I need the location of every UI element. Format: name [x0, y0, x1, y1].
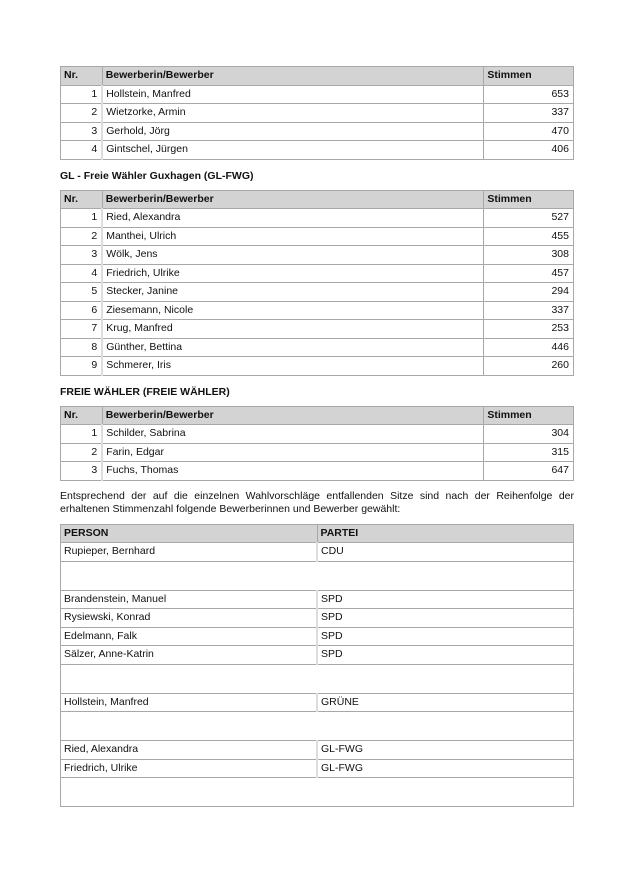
table-row — [61, 246, 574, 265]
cell-party: CDU — [317, 543, 574, 562]
cell-votes: 253 — [484, 320, 574, 339]
cell-votes: 294 — [484, 283, 574, 302]
cell-party: GL-FWG — [317, 741, 574, 760]
table-row — [61, 693, 574, 712]
cell-candidate-name: Wölk, Jens — [102, 246, 484, 265]
table-row — [61, 646, 574, 665]
cell-candidate-name: Hollstein, Manfred — [102, 85, 484, 104]
header-nr: Nr. — [61, 406, 103, 425]
candidate-table-1 — [60, 66, 574, 160]
header-party: PARTEI — [317, 524, 574, 543]
cell-candidate-name: Ziesemann, Nicole — [102, 301, 484, 320]
table-row — [61, 264, 574, 283]
cell-votes: 308 — [484, 246, 574, 265]
cell-party: GL-FWG — [317, 759, 574, 778]
cell-person: Friedrich, Ulrike — [61, 759, 318, 778]
table-header-row — [61, 406, 574, 425]
cell-party: SPD — [317, 627, 574, 646]
table-row — [61, 357, 574, 376]
header-name: Bewerberin/Bewerber — [102, 67, 484, 86]
table-row-spacer — [61, 778, 574, 807]
header-votes: Stimmen — [484, 190, 574, 209]
table-row — [61, 227, 574, 246]
cell-votes: 470 — [484, 122, 574, 141]
cell-person: Rysiewski, Konrad — [61, 609, 318, 628]
cell-nr: 4 — [61, 264, 103, 283]
cell-candidate-name: Schmerer, Iris — [102, 357, 484, 376]
cell-votes: 337 — [484, 301, 574, 320]
cell-candidate-name: Schilder, Sabrina — [102, 425, 484, 444]
header-votes: Stimmen — [484, 67, 574, 86]
table-header-row — [61, 67, 574, 86]
empty-cell — [61, 778, 574, 807]
cell-votes: 455 — [484, 227, 574, 246]
table-row — [61, 122, 574, 141]
cell-nr: 7 — [61, 320, 103, 339]
table-row — [61, 85, 574, 104]
cell-nr: 9 — [61, 357, 103, 376]
table-header-row — [61, 524, 574, 543]
cell-candidate-name: Krug, Manfred — [102, 320, 484, 339]
candidate-table-freie-waehler — [60, 406, 574, 481]
cell-nr: 1 — [61, 209, 103, 228]
table-row — [61, 590, 574, 609]
elected-table — [60, 524, 574, 808]
table-row — [61, 425, 574, 444]
candidate-table-gl-fwg — [60, 190, 574, 376]
cell-votes: 647 — [484, 462, 574, 481]
cell-person: Brandenstein, Manuel — [61, 590, 318, 609]
cell-candidate-name: Gerhold, Jörg — [102, 122, 484, 141]
cell-party: SPD — [317, 609, 574, 628]
header-person: PERSON — [61, 524, 318, 543]
table-row-spacer — [61, 664, 574, 693]
table-row — [61, 543, 574, 562]
cell-nr: 3 — [61, 462, 103, 481]
table-row — [61, 443, 574, 462]
table-row-spacer — [61, 712, 574, 741]
cell-votes: 315 — [484, 443, 574, 462]
cell-candidate-name: Ried, Alexandra — [102, 209, 484, 228]
cell-votes: 457 — [484, 264, 574, 283]
cell-nr: 1 — [61, 85, 103, 104]
table-row — [61, 741, 574, 760]
elected-paragraph: Entsprechend der auf die einzelnen Wahlvorschläge entfallenden Sitze sind nach der Reihenfolge der erhaltenen Stimmenzahl folgende Bewerberinnen und Bewerber gewählt: — [60, 489, 574, 515]
cell-votes: 653 — [484, 85, 574, 104]
table-row — [61, 627, 574, 646]
empty-cell — [61, 561, 574, 590]
cell-candidate-name: Stecker, Janine — [102, 283, 484, 302]
empty-cell — [61, 664, 574, 693]
cell-candidate-name: Fuchs, Thomas — [102, 462, 484, 481]
cell-party: SPD — [317, 590, 574, 609]
cell-nr: 8 — [61, 338, 103, 357]
cell-votes: 337 — [484, 104, 574, 123]
cell-nr: 2 — [61, 443, 103, 462]
empty-cell — [61, 712, 574, 741]
cell-votes: 406 — [484, 141, 574, 160]
cell-candidate-name: Wietzorke, Armin — [102, 104, 484, 123]
table-row — [61, 320, 574, 339]
cell-candidate-name: Farin, Edgar — [102, 443, 484, 462]
table-row — [61, 209, 574, 228]
table-row — [61, 462, 574, 481]
cell-votes: 446 — [484, 338, 574, 357]
cell-nr: 2 — [61, 104, 103, 123]
cell-person: Ried, Alexandra — [61, 741, 318, 760]
section-title-freie-waehler: FREIE WÄHLER (FREIE WÄHLER) — [60, 385, 230, 398]
cell-person: Edelmann, Falk — [61, 627, 318, 646]
cell-candidate-name: Günther, Bettina — [102, 338, 484, 357]
cell-nr: 3 — [61, 246, 103, 265]
cell-party: GRÜNE — [317, 693, 574, 712]
cell-person: Hollstein, Manfred — [61, 693, 318, 712]
table-row — [61, 301, 574, 320]
cell-votes: 304 — [484, 425, 574, 444]
table-row — [61, 141, 574, 160]
cell-candidate-name: Friedrich, Ulrike — [102, 264, 484, 283]
header-nr: Nr. — [61, 190, 103, 209]
cell-nr: 4 — [61, 141, 103, 160]
section-title-gl-fwg: GL - Freie Wähler Guxhagen (GL-FWG) — [60, 169, 254, 182]
table-row — [61, 283, 574, 302]
header-name: Bewerberin/Bewerber — [102, 406, 484, 425]
cell-votes: 527 — [484, 209, 574, 228]
cell-nr: 2 — [61, 227, 103, 246]
table-row-spacer — [61, 561, 574, 590]
cell-person: Rupieper, Bernhard — [61, 543, 318, 562]
cell-nr: 5 — [61, 283, 103, 302]
cell-nr: 6 — [61, 301, 103, 320]
table-header-row — [61, 190, 574, 209]
header-votes: Stimmen — [484, 406, 574, 425]
cell-nr: 1 — [61, 425, 103, 444]
cell-person: Sälzer, Anne-Katrin — [61, 646, 318, 665]
document-page — [60, 66, 574, 807]
table-row — [61, 609, 574, 628]
table-row — [61, 104, 574, 123]
cell-nr: 3 — [61, 122, 103, 141]
table-row — [61, 338, 574, 357]
cell-votes: 260 — [484, 357, 574, 376]
header-nr: Nr. — [61, 67, 103, 86]
cell-candidate-name: Manthei, Ulrich — [102, 227, 484, 246]
cell-candidate-name: Gintschel, Jürgen — [102, 141, 484, 160]
table-row — [61, 759, 574, 778]
header-name: Bewerberin/Bewerber — [102, 190, 484, 209]
cell-party: SPD — [317, 646, 574, 665]
